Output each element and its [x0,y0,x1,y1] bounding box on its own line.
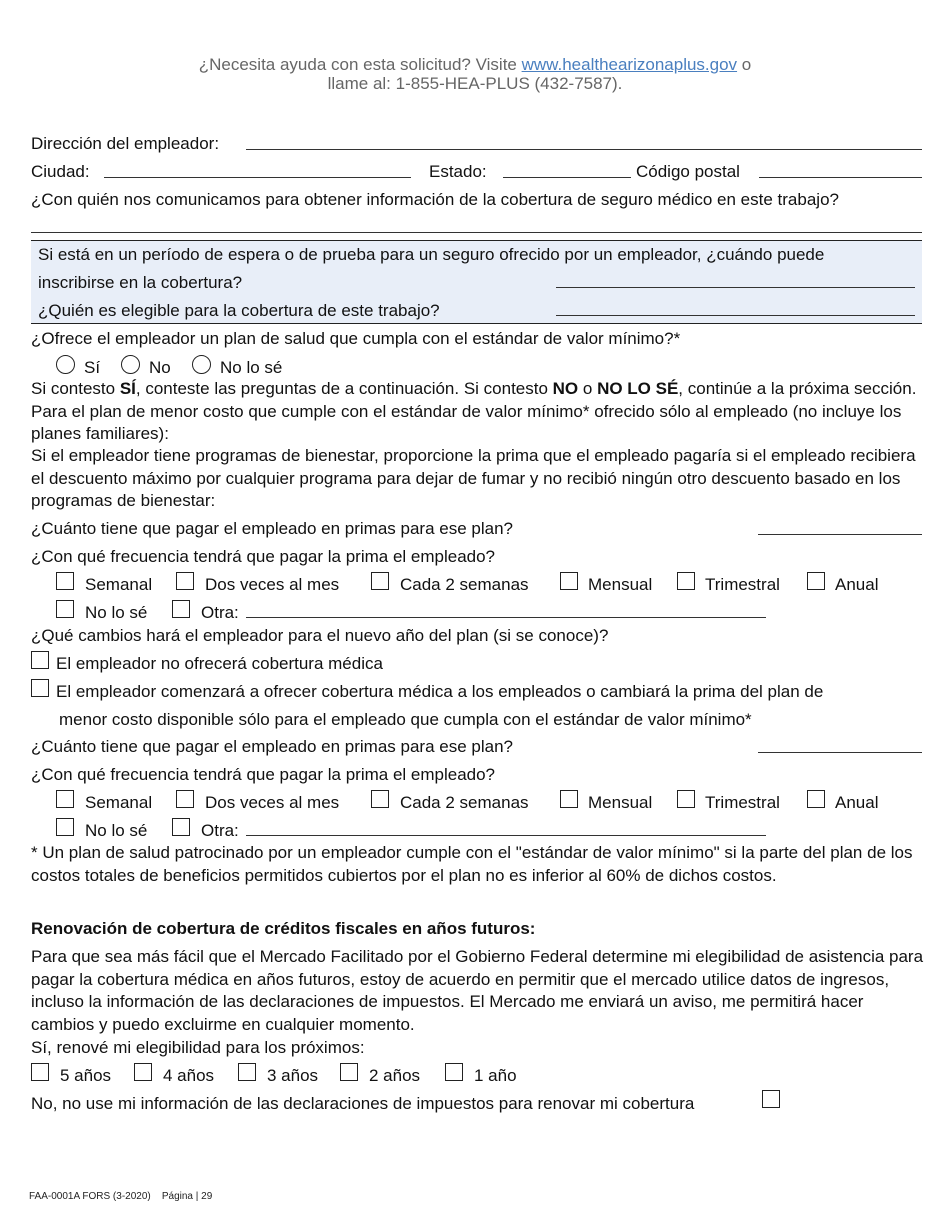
freq2-nolose-checkbox[interactable] [56,818,74,836]
renewal-no-checkbox[interactable] [762,1090,780,1108]
help-text: ¿Necesita ayuda con esta solicitud? Visite [198,55,522,74]
radio-nolose[interactable] [192,355,211,374]
zip-field[interactable] [759,177,922,178]
contact-field[interactable] [31,232,922,233]
freq1-trimestral-checkbox[interactable] [677,572,695,590]
renewal-yes-label: Sí, renové mi elegibilidad para los próximos: [31,1038,365,1057]
freq2-trimestral-label: Trimestral [705,793,780,812]
years-2-checkbox[interactable] [340,1063,358,1081]
website-link[interactable]: www.healthearizonaplus.gov [521,55,738,74]
freq1-anual-label: Anual [835,575,879,594]
help-line-2: llame al: 1-855-HEA-PLUS (432-7587). [327,74,623,93]
frequency-question-2: ¿Con qué frecuencia tendrá que pagar la prima el empleado? [31,765,496,784]
state-label: Estado: [429,162,487,181]
years-4-label: 4 años [163,1066,215,1085]
eligible-field[interactable] [556,315,915,316]
page-footer: FAA-0001A FORS (3-2020) Página | 29 [29,1191,213,1202]
contact-question: ¿Con quién nos comunicamos para obtener información de la cobertura de seguro médico en este trabajo? [31,190,839,209]
freq2-semanal-checkbox[interactable] [56,790,74,808]
freq2-otra-field[interactable] [246,835,766,836]
renewal-no-label: No, no use mi información de las declaraciones de impuestos para renovar mi cobertura [31,1094,695,1113]
premium-field-2[interactable] [758,752,922,753]
premium-field-1[interactable] [758,534,922,535]
freq1-trimestral-label: Trimestral [705,575,780,594]
help-text-suffix: o [737,55,752,74]
enroll-date-field[interactable] [556,287,915,288]
freq2-otra-label: Otra: [201,821,239,840]
changes-opt1-checkbox[interactable] [31,651,49,669]
city-field[interactable] [104,177,411,178]
wellness-instructions: Si el empleador tiene programas de bienestar, proporcione la prima que el empleado pagaría si el empleado recibiera el descuento máximo por cualquier programa para dejar de fumar y no recibió ningún otro descuento basado en los programas de bienestar: [31,446,916,510]
frequency-question-1: ¿Con qué frecuencia tendrá que pagar la prima el empleado? [31,547,496,566]
waiting-question-line1: Si está en un período de espera o de prueba para un seguro ofrecido por un empleador, ¿cuándo puede [38,245,825,264]
freq1-nolose-label: No lo sé [85,603,148,622]
freq1-otra-checkbox[interactable] [172,600,190,618]
freq1-mensual-label: Mensual [588,575,653,594]
freq2-cada2-label: Cada 2 semanas [400,793,529,812]
state-field[interactable] [503,177,631,178]
freq1-otra-label: Otra: [201,603,239,622]
freq2-anual-checkbox[interactable] [807,790,825,808]
changes-opt2-line2: menor costo disponible sólo para el empleado que cumpla con el estándar de valor mínimo* [59,710,752,729]
years-5-checkbox[interactable] [31,1063,49,1081]
freq2-semanal-label: Semanal [85,793,153,812]
min-value-question: ¿Ofrece el empleador un plan de salud que cumpla con el estándar de valor mínimo?* [31,329,681,348]
freq1-cada2-label: Cada 2 semanas [400,575,529,594]
help-line-1 [0,55,950,75]
changes-opt2-line1: El empleador comenzará a ofrecer cobertura médica a los empleados o cambiará la prima del plan de [56,682,824,701]
address-label: Dirección del empleador: [31,134,220,153]
radio-si[interactable] [56,355,75,374]
address-field[interactable] [246,149,922,150]
freq2-mensual-label: Mensual [588,793,653,812]
renewal-heading: Renovación de cobertura de créditos fiscales en años futuros: [31,919,536,938]
years-1-checkbox[interactable] [445,1063,463,1081]
zip-label: Código postal [636,162,740,181]
freq2-trimestral-checkbox[interactable] [677,790,695,808]
freq1-dosveces-label: Dos veces al mes [205,575,340,594]
freq1-otra-field[interactable] [246,617,766,618]
freq1-mensual-checkbox[interactable] [560,572,578,590]
freq2-anual-label: Anual [835,793,879,812]
eligible-question: ¿Quién es elegible para la cobertura de este trabajo? [38,301,440,320]
radio-nolose-label: No lo sé [220,358,283,377]
freq2-dosveces-label: Dos veces al mes [205,793,340,812]
radio-no[interactable] [121,355,140,374]
freq1-semanal-checkbox[interactable] [56,572,74,590]
radio-no-label: No [149,358,171,377]
changes-opt2-checkbox[interactable] [31,679,49,697]
freq1-semanal-label: Semanal [85,575,153,594]
freq1-anual-checkbox[interactable] [807,572,825,590]
freq1-nolose-checkbox[interactable] [56,600,74,618]
changes-question: ¿Qué cambios hará el empleador para el nuevo año del plan (si se conoce)? [31,626,609,645]
premium-question-1: ¿Cuánto tiene que pagar el empleado en primas para ese plan? [31,519,513,538]
freq1-dosveces-checkbox[interactable] [176,572,194,590]
years-3-label: 3 años [267,1066,319,1085]
years-3-checkbox[interactable] [238,1063,256,1081]
years-1-label: 1 año [474,1066,517,1085]
freq2-nolose-label: No lo sé [85,821,148,840]
years-5-label: 5 años [60,1066,112,1085]
renewal-body: Para que sea más fácil que el Mercado Facilitado por el Gobierno Federal determine mi elegibilidad de asistencia para pagar la cobertura médica en años futuros, estoy de acuerdo en permitir que el mercado utilice datos de ingresos, incluso la información de las declaraciones de impuestos. El Mercado me enviará un aviso, me permitirá hacer cambios y puedo excluirme en cualquier momento. [31,947,924,1034]
years-2-label: 2 años [369,1066,421,1085]
freq1-cada2-checkbox[interactable] [371,572,389,590]
freq2-otra-checkbox[interactable] [172,818,190,836]
waiting-question-line2: inscribirse en la cobertura? [38,273,243,292]
city-label: Ciudad: [31,162,90,181]
freq2-cada2-checkbox[interactable] [371,790,389,808]
freq2-dosveces-checkbox[interactable] [176,790,194,808]
changes-opt1-label: El empleador no ofrecerá cobertura médica [56,654,383,673]
min-value-footnote: * Un plan de salud patrocinado por un empleador cumple con el "estándar de valor mínimo" si la parte del plan de los costos totales de beneficios permitidos cubiertos por el plan no es inferior al 60% de dichos costos. [31,843,913,885]
freq2-mensual-checkbox[interactable] [560,790,578,808]
min-value-instructions: Si contesto SÍ, conteste las preguntas de a continuación. Si contesto NO o NO LO SÉ, continúe a la próxima sección. Para el plan de menor costo que cumple con el estándar de valor mínimo* ofrecido sólo al empleado (no incluye los planes familiares): [31,379,917,443]
radio-si-label: Sí [84,358,101,377]
premium-question-2: ¿Cuánto tiene que pagar el empleado en primas para ese plan? [31,737,513,756]
years-4-checkbox[interactable] [134,1063,152,1081]
